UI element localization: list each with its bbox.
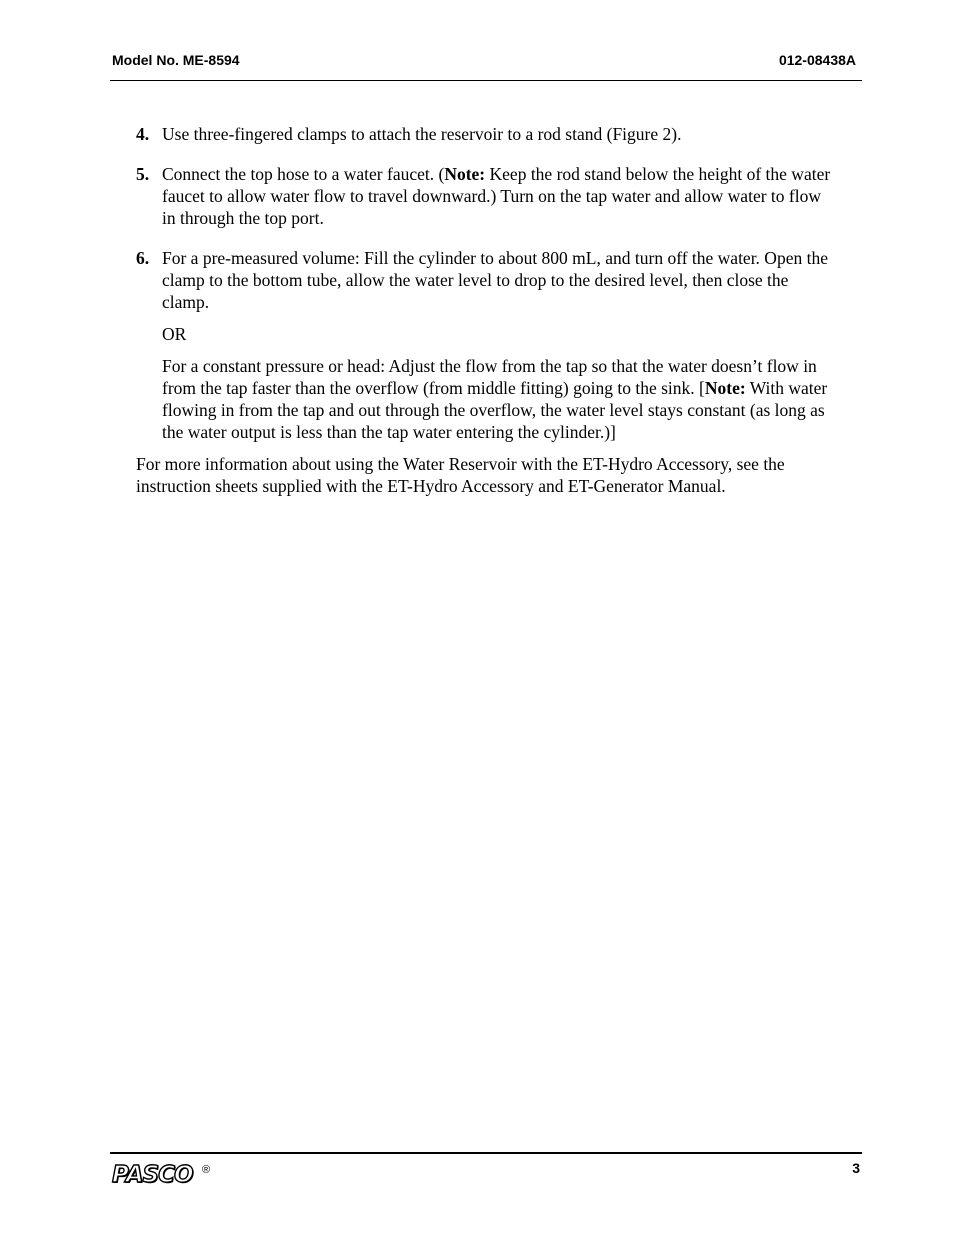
note-label: Note: bbox=[444, 164, 486, 184]
page-footer bbox=[110, 1152, 862, 1188]
closing-paragraph: For more information about using the Water Reservoir with the ET-Hydro Accessory, see the instruction sheets supplied with the ET-Hydro Accessory and ET-Generator Manual. bbox=[136, 454, 785, 496]
step-5 bbox=[136, 163, 836, 229]
note-label: Note: bbox=[704, 378, 746, 398]
step-4 bbox=[136, 123, 836, 145]
main-content bbox=[136, 123, 836, 497]
alternative-text: For a constant pressure or head: Adjust the flow from the tap so that the water doesn’t flow in from the tap faster than the overflow (from middle fitting) going to the sink. [ bbox=[162, 356, 817, 398]
document-number: 012-08438A bbox=[778, 52, 856, 68]
alternative-instructions bbox=[136, 355, 836, 443]
pasco-logo: PASCO bbox=[112, 1162, 193, 1188]
page-header bbox=[110, 50, 862, 81]
step-text: Connect the top hose to a water faucet. ( bbox=[162, 164, 445, 184]
step-text: For a pre-measured volume: Fill the cylinder to about 800 mL, and turn off the water. Open the clamp to the bottom tube, allow the water level to drop to the desired level, then close the clamp. bbox=[162, 248, 828, 312]
step-number: 5. bbox=[136, 164, 150, 184]
alternative-text-continued: With water flowing in from the tap and out through the overflow, the water level stays constant (as long as the water output is less than the tap water entering the cylinder.)] bbox=[162, 378, 828, 442]
model-number: Model No. ME-8594 bbox=[112, 52, 240, 68]
step-number: 4. bbox=[136, 124, 150, 144]
or-separator: OR bbox=[162, 324, 187, 344]
registered-mark: ® bbox=[202, 1164, 211, 1176]
step-6 bbox=[136, 247, 836, 313]
step-number: 6. bbox=[136, 248, 150, 268]
step-text: Use three-fingered clamps to attach the reservoir to a rod stand (Figure 2). bbox=[162, 124, 682, 144]
step-text-continued: Keep the rod stand below the height of the water faucet to allow water flow to travel downward.) Turn on the tap water and allow water to flow in through the top port. bbox=[162, 164, 831, 228]
page-number: 3 bbox=[852, 1160, 860, 1176]
